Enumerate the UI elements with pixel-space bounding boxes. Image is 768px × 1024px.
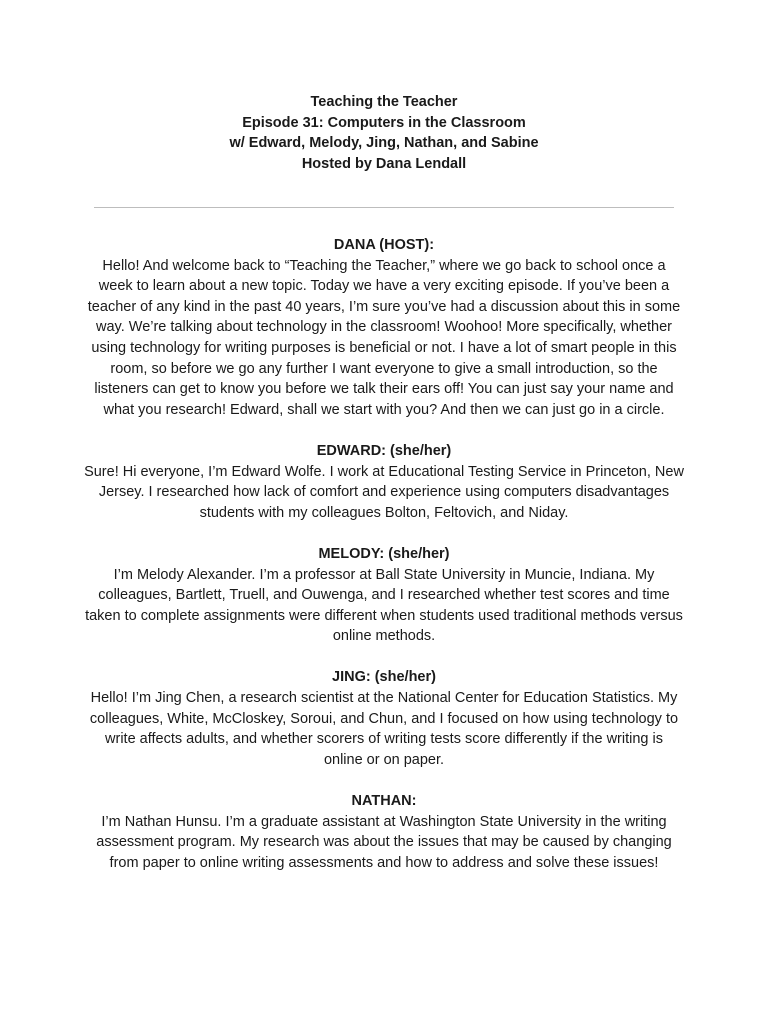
speaker-text: I’m Melody Alexander. I’m a professor at Ball State University in Muncie, Indiana. My colleagues, Bartlett, Truell, and Ouwenga, and I researched whether test scores and time taken to complete assignments were different when students used traditional methods versus online methods. [85,566,683,645]
document-header [0,92,768,174]
horizontal-divider [94,207,674,208]
speaker-name: JING: (she/her) [332,669,436,686]
episode-title: Episode 31: Computers in the Classroom [242,114,526,131]
speaker-name: MELODY: (she/her) [318,545,450,562]
speaker-name: DANA (HOST): [333,237,435,253]
speaker-block-dana [84,235,684,420]
host-line: Hosted by Dana Lendall [301,155,467,172]
speaker-name: EDWARD: (she/her) [316,442,452,459]
speaker-name: NATHAN: [351,793,417,810]
transcript-body [84,235,684,894]
speaker-text: Hello! And welcome back to “Teaching the Teacher,” where we go back to school once a week to learn about a new topic. Today we have a very exciting episode. If you’ve been a teacher of any kind in the past 40 years, I’m sure you’ve had a discussion about this in some way. We’re talking about technology in the classroom! Woohoo! More specifically, whether using technology for writing purposes is beneficial or not. I have a lot of smart people in this room, so before we go any further I want everyone to give a small introduction, so the listeners can get to know you before we talk their ears off! You can just say your name and what you research! Edward, shall we start with you? And then we can just go in a circle. [87,257,681,418]
speaker-text: I’m Nathan Hunsu. I’m a graduate assistant at Washington State University in the writing assessment program. My research was about the issues that may be caused by changing from paper to online writing assessments and how to address and solve these issues! [96,813,672,871]
speaker-block-nathan [84,791,684,873]
guest-list: w/ Edward, Melody, Jing, Nathan, and Sabine [229,135,539,151]
show-title: Teaching the Teacher [310,94,458,110]
speaker-block-jing [84,667,684,770]
speaker-block-edward [84,441,684,523]
speaker-text: Sure! Hi everyone, I’m Edward Wolfe. I work at Educational Testing Service in Princeton, New Jersey. I researched how lack of comfort and experience using computers disadvantages students with my colleagues Bolton, Feltovich, and Niday. [84,463,684,521]
speaker-block-melody [84,544,684,647]
speaker-text: Hello! I’m Jing Chen, a research scientist at the National Center for Education Statistics. My colleagues, White, McCloskey, Soroui, and Chun, and I focused on how using technology to write affects adults, and whether scorers of writing tests score differently if the writing is online or on paper. [89,690,679,768]
